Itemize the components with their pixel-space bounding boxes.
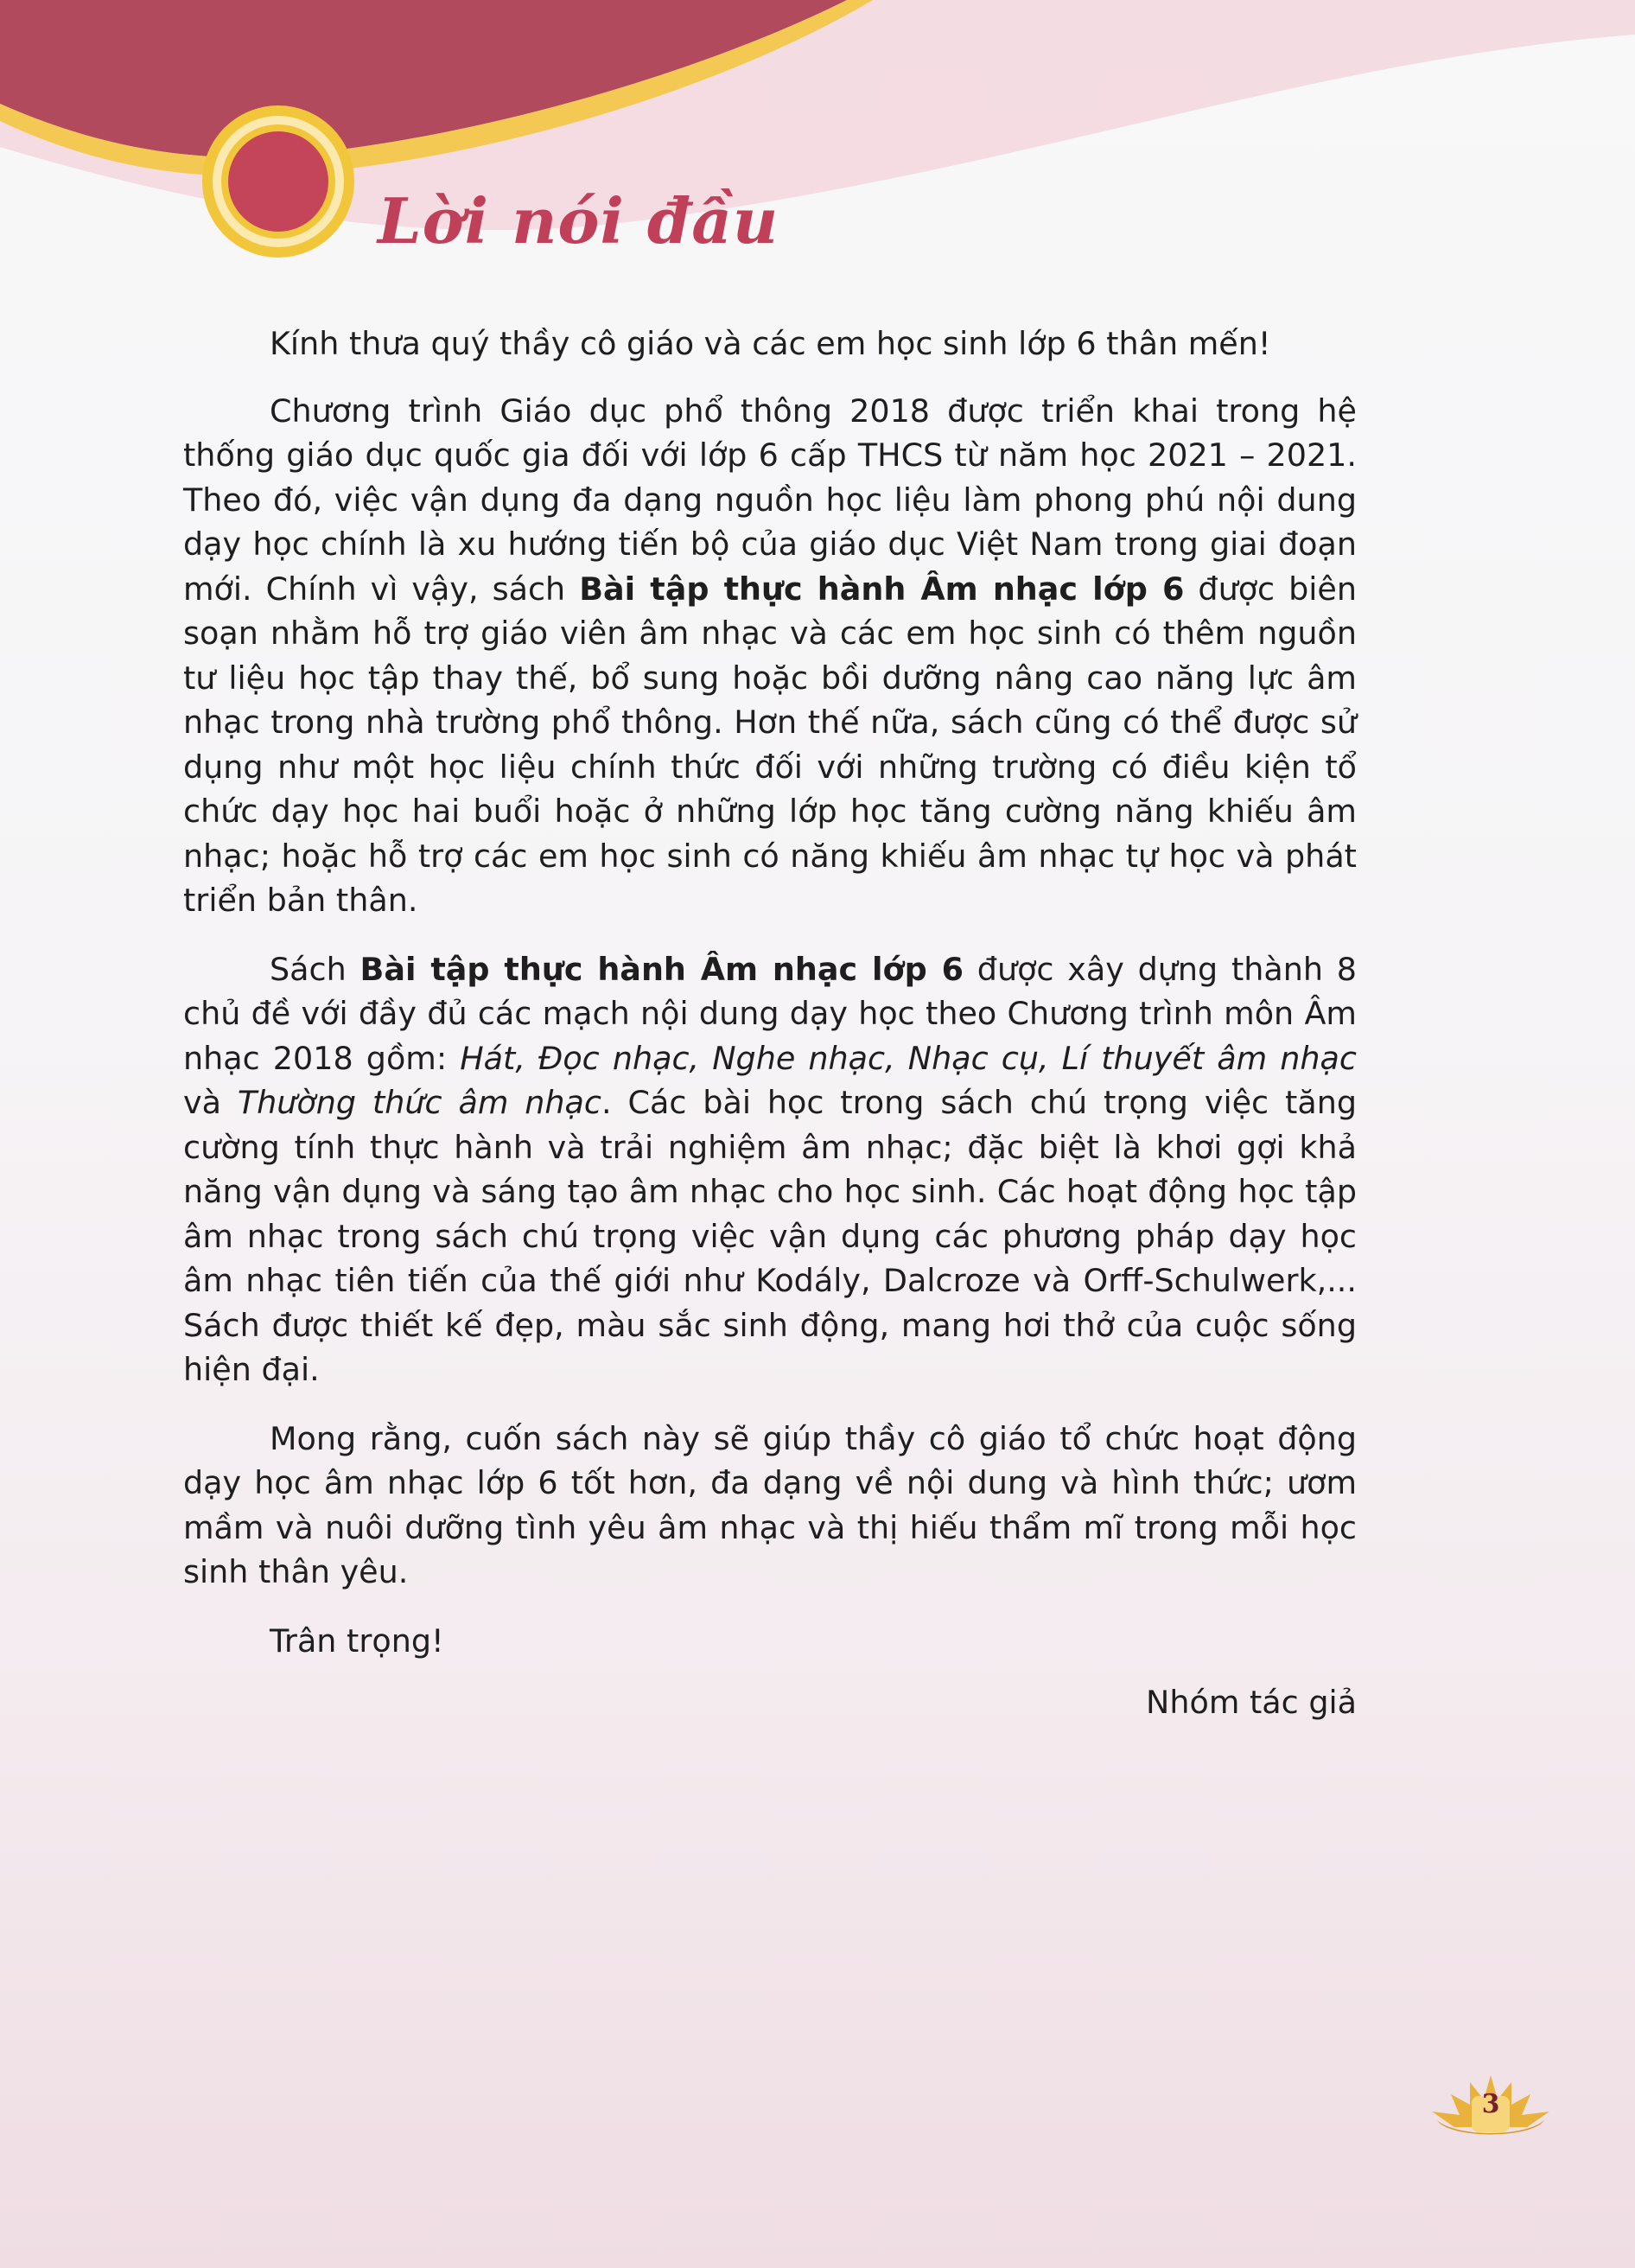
- paragraph-2: [183, 947, 1357, 1392]
- page-number-badge: [1422, 2070, 1560, 2148]
- content-strand-last: Thường thức âm nhạc: [237, 1084, 601, 1121]
- paragraph-2-text-a: Sách: [270, 950, 360, 988]
- content-strands: Hát, Đọc nhạc, Nghe nhạc, Nhạc cụ, Lí thuyết âm nhạc: [460, 1039, 1357, 1077]
- preface-body: [183, 322, 1357, 1725]
- page-title: Lời nói đầu: [378, 184, 779, 258]
- paragraph-2-text-c: và: [183, 1084, 238, 1121]
- paragraph-2-text-d: . Các bài học trong sách chú trọng việc tăng cường tính thực hành và trải nghiệm âm nhạc; đặc biệt là khơi gợi khả năng vận dụng và sáng tạo âm nhạc cho học sinh. Các hoạt động học tập âm nhạc trong sách chú trọng việc vận dụng các phương pháp dạy học âm nhạc tiên tiến của thế giới như Kodály, Dalcroze và Orff-Schulwerk,... Sách được thiết kế đẹp, màu sắc sinh động, mang hơi thở của cuộc sống hiện đại.: [183, 1084, 1357, 1388]
- page-number: 3: [1481, 2089, 1500, 2119]
- greeting-paragraph: Kính thưa quý thầy cô giáo và các em học sinh lớp 6 thân mến!: [270, 325, 1271, 362]
- circle-medallion-icon: [200, 104, 356, 259]
- closing-line: Trân trọng!: [270, 1621, 444, 1660]
- book-title: Bài tập thực hành Âm nhạc lớp 6: [359, 950, 964, 988]
- paragraph-1-text-b: được biên soạn nhằm hỗ trợ giáo viên âm nhạc và các em học sinh có thêm nguồn tư liệu học tập thay thế, bổ sung hoặc bồi dưỡng nâng cao năng lực âm nhạc trong nhà trường phổ thông. Hơn thế nữa, sách cũng có thể được sử dụng như một học liệu chính thức đối với những trường có điều kiện tổ chức dạy học hai buổi hoặc ở những lớp học tăng cường năng khiếu âm nhạc; hoặc hỗ trợ các em học sinh có năng khiếu âm nhạc tự học và phát triển bản thân.: [183, 570, 1357, 919]
- signature: Nhóm tác giả: [1146, 1684, 1357, 1721]
- paragraph-1-text-a: Chương trình Giáo dục phổ thông 2018 được triển khai trong hệ thống giáo dục quốc gia đối với lớp 6 cấp THCS từ năm học 2021 – 2021. Theo đó, việc vận dụng đa dạng nguồn học liệu làm phong phú nội dung dạy học chính là xu hướng tiến bộ của giáo dục Việt Nam trong giai đoạn mới. Chính vì vậy, sách: [183, 392, 1357, 608]
- paragraph-3: Mong rằng, cuốn sách này sẽ giúp thầy cô giáo tổ chức hoạt động dạy học âm nhạc lớp 6 tốt hơn, đa dạng về nội dung và hình thức; ươm mầm và nuôi dưỡng tình yêu âm nhạc và thị hiếu thẩm mĩ trong mỗi học sinh thân yêu.: [183, 1419, 1357, 1590]
- paragraph-1: [183, 389, 1357, 923]
- book-title: Bài tập thực hành Âm nhạc lớp 6: [579, 570, 1185, 608]
- paragraph-2-text-b: được xây dựng thành 8 chủ đề với đầy đủ các mạch nội dung dạy học theo Chương trình môn Âm nhạc 2018 gồm:: [183, 950, 1358, 1077]
